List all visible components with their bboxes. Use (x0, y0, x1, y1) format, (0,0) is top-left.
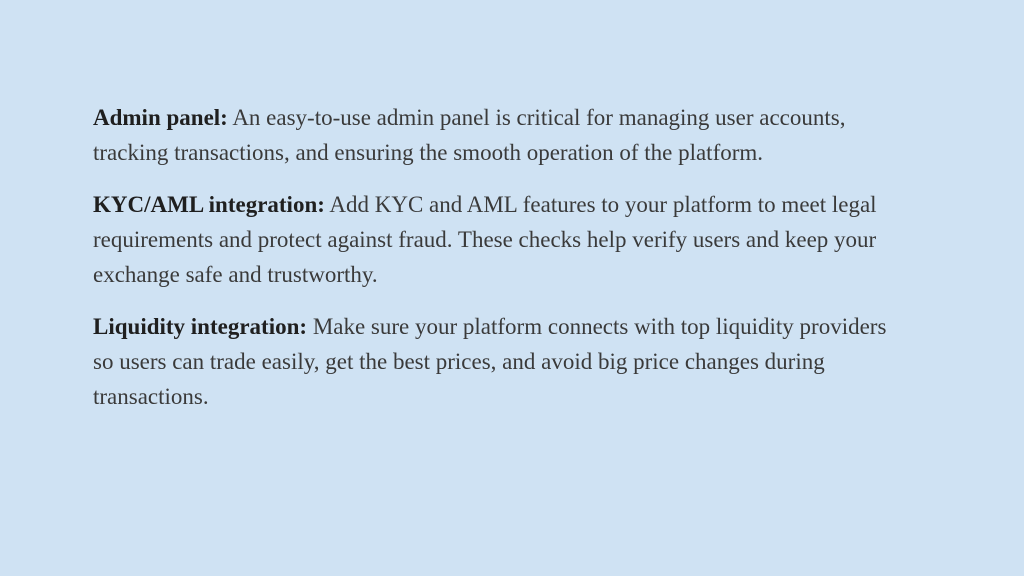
paragraph-admin-panel (93, 100, 893, 170)
description-liquidity-integration: Make sure your platform connects with top liquidity providers so users can trade easily, get the best prices, and avoid big price changes during transactions. (93, 314, 887, 409)
term-liquidity-integration: Liquidity integration: (93, 314, 308, 339)
description-kyc-aml-integration: Add KYC and AML features to your platform to meet legal requirements and protect against fraud. These checks help verify users and keep your exchange safe and trustworthy. (93, 192, 877, 287)
term-admin-panel: Admin panel: (93, 105, 228, 130)
term-kyc-aml-integration: KYC/AML integration: (93, 192, 325, 217)
description-admin-panel: An easy-to-use admin panel is critical for managing user accounts, tracking transactions, and ensuring the smooth operation of the platform. (93, 105, 846, 165)
paragraph-kyc-aml-integration (93, 187, 893, 292)
paragraph-liquidity-integration (93, 309, 893, 414)
